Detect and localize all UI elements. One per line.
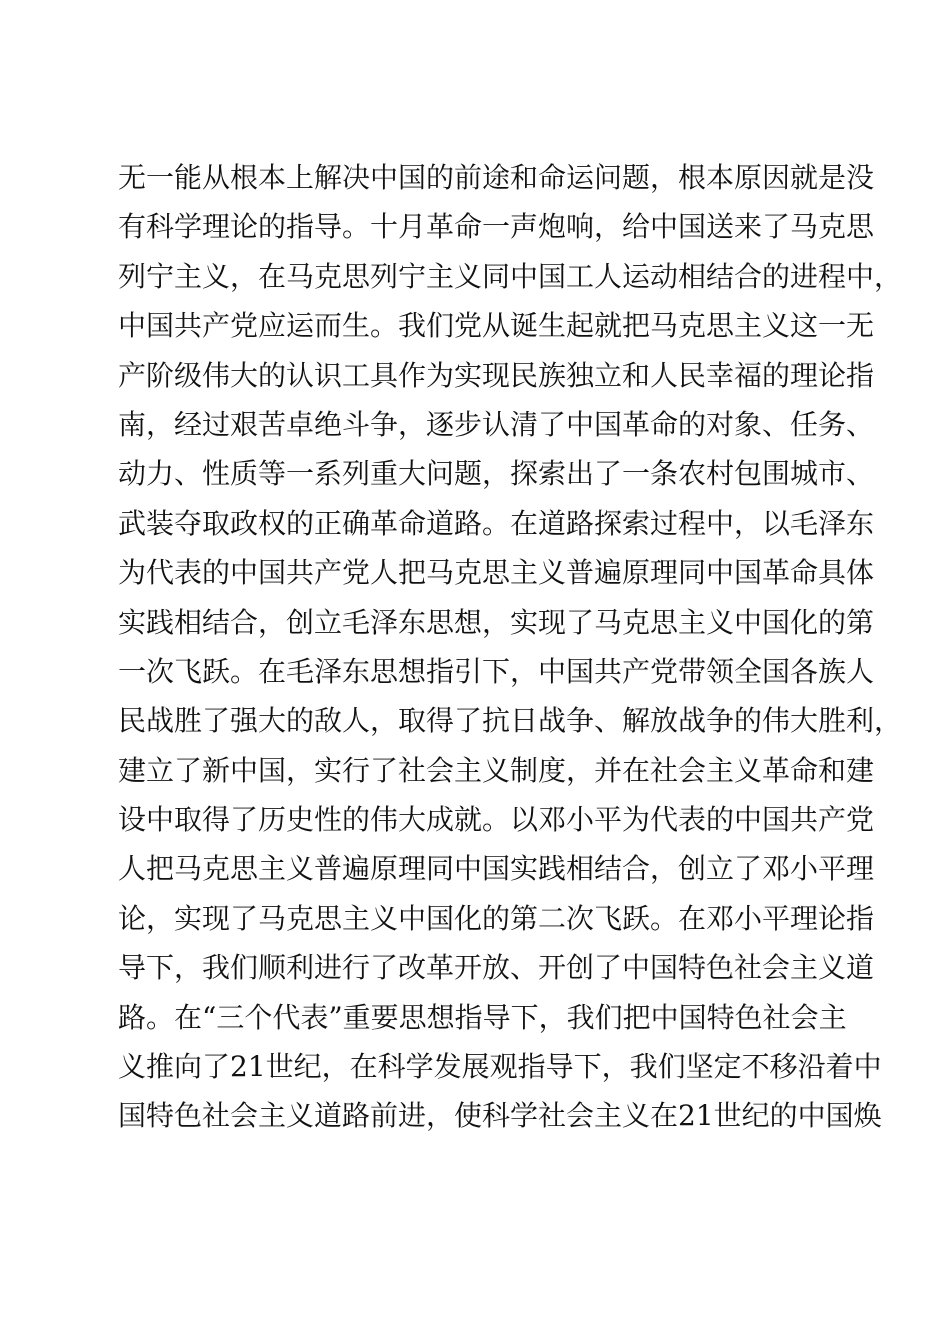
body-paragraph	[118, 153, 903, 1141]
text-line-6: 南，经过艰苦卓绝斗争，逐步认清了中国革命的对象、任务、	[118, 407, 875, 441]
text-line-4: 中国共产党应运而生。我们党从诞生起就把马克思主义这一无	[118, 309, 875, 343]
text-line-2: 有科学理论的指导。十月革命一声炮响，给中国送来了马克思	[118, 210, 875, 244]
text-line-19: 义推向了21世纪，在科学发展观指导下，我们坚定不移沿着中	[118, 1050, 882, 1084]
text-line-1: 无一能从根本上解决中国的前途和命运问题，根本原因就是没	[118, 161, 875, 194]
text-line-5: 产阶级伟大的认识工具作为实现民族独立和人民幸福的理论指	[118, 358, 875, 392]
text-line-8: 武装夺取政权的正确革命道路。在道路探索过程中，以毛泽东	[118, 506, 875, 540]
text-line-3: 列宁主义，在马克思列宁主义同中国工人运动相结合的进程中，	[118, 259, 903, 293]
text-line-17: 导下，我们顺利进行了改革开放、开创了中国特色社会主义道	[118, 951, 875, 985]
text-line-9: 为代表的中国共产党人把马克思主义普遍原理同中国革命具体	[118, 556, 875, 590]
text-line-16: 论，实现了马克思主义中国化的第二次飞跃。在邓小平理论指	[118, 901, 875, 935]
text-line-13: 建立了新中国，实行了社会主义制度，并在社会主义革命和建	[118, 753, 875, 787]
text-line-12: 民战胜了强大的敌人，取得了抗日战争、解放战争的伟大胜利，	[118, 704, 903, 738]
text-line-7: 动力、性质等一系列重大问题，探索出了一条农村包围城市、	[118, 457, 875, 491]
text-line-10: 实践相结合，创立毛泽东思想，实现了马克思主义中国化的第	[118, 605, 875, 639]
text-line-14: 设中取得了历史性的伟大成就。以邓小平为代表的中国共产党	[118, 803, 875, 837]
text-line-15: 人把马克思主义普遍原理同中国实践相结合，创立了邓小平理	[118, 852, 875, 886]
text-line-11: 一次飞跃。在毛泽东思想指引下，中国共产党带领全国各族人	[118, 654, 875, 688]
text-line-18: 路。在“三个代表”重要思想指导下，我们把中国特色社会主	[118, 1000, 847, 1034]
text-line-20: 国特色社会主义道路前进，使科学社会主义在21世纪的中国焕	[118, 1099, 882, 1133]
